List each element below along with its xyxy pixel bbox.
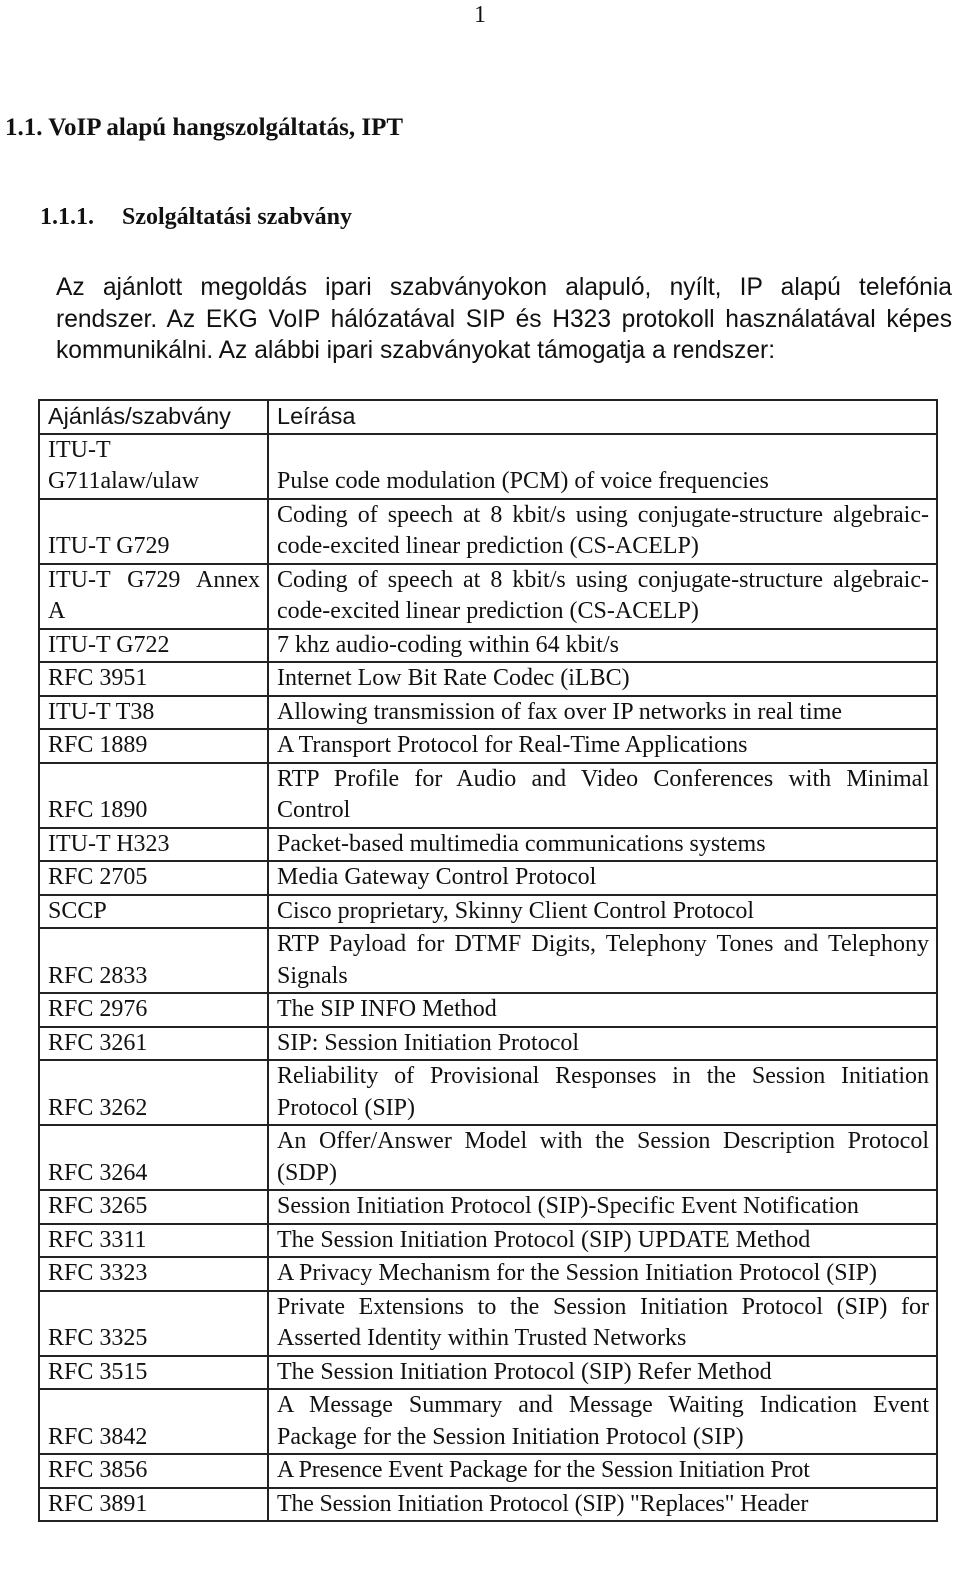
- table-row: [39, 993, 937, 1027]
- table-row: [39, 928, 937, 993]
- standard-cell: RFC 3325: [39, 1291, 268, 1356]
- description-cell: Coding of speech at 8 kbit/s using conjugate-structure algebraic-code-excited linear prediction (CS-ACELP): [268, 564, 937, 629]
- table-row: [39, 1291, 937, 1356]
- description-cell: Internet Low Bit Rate Codec (iLBC): [268, 662, 937, 696]
- description-cell: RTP Profile for Audio and Video Conferences with Minimal Control: [268, 763, 937, 828]
- subsection-number: 1.1.1.: [40, 204, 94, 230]
- description-cell: A Presence Event Package for the Session Initiation Prot: [268, 1454, 937, 1488]
- standard-cell: RFC 2833: [39, 928, 268, 993]
- description-cell: The Session Initiation Protocol (SIP) Refer Method: [268, 1356, 937, 1390]
- description-cell: Packet-based multimedia communications systems: [268, 828, 937, 862]
- description-cell: 7 khz audio-coding within 64 kbit/s: [268, 629, 937, 663]
- description-cell: Allowing transmission of fax over IP networks in real time: [268, 696, 937, 730]
- intro-paragraph: Az ajánlott megoldás ipari szabványokon alapuló, nyílt, IP alapú telefónia rendszer. Az EKG VoIP hálózatával SIP és H323 protokoll használatával képes kommunikálni. Az alábbi ipari szabványokat támogatja a rendszer:: [56, 274, 952, 364]
- standards-table: [38, 399, 938, 1522]
- table-row: [39, 895, 937, 929]
- standard-cell: RFC 3891: [39, 1488, 268, 1522]
- standard-cell: RFC 2705: [39, 861, 268, 895]
- description-cell: Cisco proprietary, Skinny Client Control Protocol: [268, 895, 937, 929]
- standard-cell: ITU-T G729: [39, 499, 268, 564]
- table-row: [39, 662, 937, 696]
- table-row: [39, 1190, 937, 1224]
- description-cell: The Session Initiation Protocol (SIP) UPDATE Method: [268, 1224, 937, 1258]
- standard-cell: RFC 1889: [39, 729, 268, 763]
- header-description: Leírása: [268, 400, 937, 434]
- header-standard: Ajánlás/szabvány: [39, 400, 268, 434]
- table-row: [39, 763, 937, 828]
- description-cell: Pulse code modulation (PCM) of voice frequencies: [268, 434, 937, 499]
- subsection-title: Szolgáltatási szabvány: [122, 204, 353, 230]
- standard-cell: RFC 3856: [39, 1454, 268, 1488]
- standard-cell: ITU-T T38: [39, 696, 268, 730]
- table-row: [39, 1454, 937, 1488]
- standard-cell: RFC 3842: [39, 1389, 268, 1454]
- table-row: [39, 1224, 937, 1258]
- standard-cell: RFC 2976: [39, 993, 268, 1027]
- description-cell: Coding of speech at 8 kbit/s using conjugate-structure algebraic-code-excited linear prediction (CS-ACELP): [268, 499, 937, 564]
- description-cell: Reliability of Provisional Responses in the Session Initiation Protocol (SIP): [268, 1060, 937, 1125]
- table-row: [39, 1027, 937, 1061]
- description-cell: The Session Initiation Protocol (SIP) "Replaces" Header: [268, 1488, 937, 1522]
- standard-cell: ITU-T G729 Annex A: [39, 564, 268, 629]
- standard-cell: SCCP: [39, 895, 268, 929]
- table-row: [39, 564, 937, 629]
- table-row: [39, 828, 937, 862]
- description-cell: An Offer/Answer Model with the Session Description Protocol (SDP): [268, 1125, 937, 1190]
- standard-cell: RFC 3265: [39, 1190, 268, 1224]
- table-row: [39, 629, 937, 663]
- standard-cell: ITU-T H323: [39, 828, 268, 862]
- description-cell: RTP Payload for DTMF Digits, Telephony Tones and Telephony Signals: [268, 928, 937, 993]
- subsection-heading: [40, 204, 352, 231]
- table-row: [39, 1060, 937, 1125]
- description-cell: SIP: Session Initiation Protocol: [268, 1027, 937, 1061]
- standard-cell: RFC 3261: [39, 1027, 268, 1061]
- table-header-row: [39, 400, 937, 434]
- table-row: [39, 729, 937, 763]
- description-cell: Private Extensions to the Session Initiation Protocol (SIP) for Asserted Identity within Trusted Networks: [268, 1291, 937, 1356]
- description-cell: Media Gateway Control Protocol: [268, 861, 937, 895]
- standard-cell: RFC 3264: [39, 1125, 268, 1190]
- standard-cell: RFC 3262: [39, 1060, 268, 1125]
- page-number: 1: [474, 2, 486, 28]
- table-row: [39, 696, 937, 730]
- standard-cell: RFC 3323: [39, 1257, 268, 1291]
- standard-cell: ITU-T G722: [39, 629, 268, 663]
- standard-cell: RFC 1890: [39, 763, 268, 828]
- description-cell: The SIP INFO Method: [268, 993, 937, 1027]
- table-row: [39, 861, 937, 895]
- description-cell: A Privacy Mechanism for the Session Initiation Protocol (SIP): [268, 1257, 937, 1291]
- description-cell: Session Initiation Protocol (SIP)-Specific Event Notification: [268, 1190, 937, 1224]
- table-row: [39, 1257, 937, 1291]
- table-row: [39, 499, 937, 564]
- section-heading: 1.1. VoIP alapú hangszolgáltatás, IPT: [5, 114, 404, 141]
- table-row: [39, 1488, 937, 1522]
- standard-cell: RFC 3951: [39, 662, 268, 696]
- standard-cell: ITU-T G711alaw/ulaw: [39, 434, 268, 499]
- table-row: [39, 1125, 937, 1190]
- table-row: [39, 1356, 937, 1390]
- standard-cell: RFC 3311: [39, 1224, 268, 1258]
- standard-cell: RFC 3515: [39, 1356, 268, 1390]
- description-cell: A Transport Protocol for Real-Time Applications: [268, 729, 937, 763]
- description-cell: A Message Summary and Message Waiting Indication Event Package for the Session Initiation Protocol (SIP): [268, 1389, 937, 1454]
- table-row: [39, 1389, 937, 1454]
- table-row: [39, 434, 937, 499]
